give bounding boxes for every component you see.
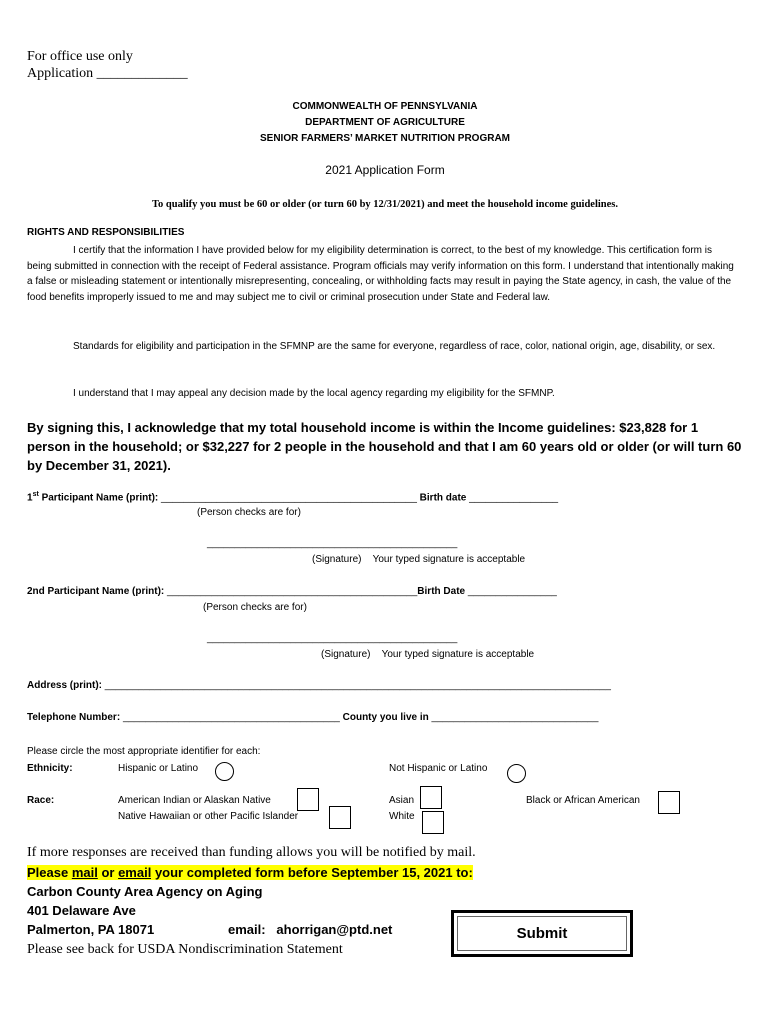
participant2-signature-caption: (Signature) (321, 649, 371, 660)
participant1-number: 1 (27, 492, 33, 504)
telephone-label: Telephone Number: (27, 712, 123, 723)
agency-email (228, 922, 392, 937)
nondiscrimination-note: Please see back for USDA Nondiscrimination Statement (27, 942, 343, 957)
application-number-field: Application _____________ (27, 66, 188, 81)
ethnicity-hispanic-circle[interactable] (215, 762, 234, 781)
county-input[interactable]: ______________________________ (431, 712, 599, 723)
rights-paragraph-2: Standards for eligibility and participation in the SFMNP are the same for everyone, regardless of race, color, national origin, age, disability, or sex. (73, 341, 716, 352)
participant1-typed-note: Your typed signature is acceptable (372, 554, 526, 565)
ethnicity-not-hispanic-label: Not Hispanic or Latino (389, 763, 488, 774)
ethnicity-not-hispanic-circle[interactable] (507, 764, 526, 783)
county-label: County you live in (342, 712, 432, 723)
participant1-name-label: Participant Name (print): (38, 492, 162, 504)
identifier-instruction: Please circle the most appropriate identifier for each: (27, 746, 261, 757)
participant2-signature-label (321, 649, 534, 660)
form-title: 2021 Application Form (325, 163, 445, 177)
address-label: Address (print): (27, 680, 105, 691)
rights-heading: RIGHTS AND RESPONSIBILITIES (27, 227, 185, 238)
header-department: DEPARTMENT OF AGRICULTURE (305, 117, 465, 128)
race-black-label: Black or African American (526, 795, 640, 806)
participant1-signature-label (312, 554, 525, 565)
race-american-indian-label: American Indian or Alaskan Native (118, 795, 271, 806)
participant1-ordinal: st (32, 491, 39, 498)
telephone-row (27, 712, 598, 723)
email-label: email: (228, 922, 266, 937)
participant1-name-row (27, 491, 558, 503)
participant2-birth-label: Birth Date (417, 586, 466, 597)
instruction-deadline: your completed form before September 15, 2021 to: (151, 865, 473, 880)
address-row (27, 680, 611, 691)
ethnicity-hispanic-label: Hispanic or Latino (118, 763, 199, 774)
race-native-hawaiian-checkbox[interactable] (329, 806, 351, 829)
agency-street: 401 Delaware Ave (27, 903, 136, 918)
race-american-indian-checkbox[interactable] (297, 788, 319, 811)
participant1-signature-caption: (Signature) (312, 554, 362, 565)
race-asian-label: Asian (389, 795, 415, 806)
qualify-note: To qualify you must be 60 or older (or turn 60 by 12/31/2021) and meet the household income guidelines. (151, 199, 619, 210)
rights-paragraph-1: I certify that the information I have provided below for my eligibility determination is correct, to the best of my knowledge. This certification form is being submitted in connection with the receipt of Federal assistance. Program officials may verify information on this form. I understand that intentionally making a false or misleading statement or intentionally misrepresenting, concealing, or withholding facts may result in paying the State agency, in cash, the value of the food benefits improperly issued to me and may subject me to civil or criminal prosecution under State and Federal law. (27, 245, 734, 303)
address-input[interactable]: ___________________________________________________________________________________________ (104, 680, 611, 691)
participant1-name-input[interactable]: ______________________________________________ (161, 492, 417, 504)
responses-note: If more responses are received than funding allows you will be notified by mail. (27, 845, 476, 860)
participant2-signature-input[interactable]: _____________________________________________ (207, 633, 458, 644)
participant2-name-input[interactable]: _____________________________________________ (167, 586, 418, 597)
email-address: ahorrigan@ptd.net (276, 922, 393, 937)
race-native-hawaiian-label: Native Hawaiian or other Pacific Islander (118, 811, 299, 822)
participant2-person-checks: (Person checks are for) (203, 602, 307, 613)
participant1-signature-input[interactable]: _____________________________________________ (207, 538, 458, 549)
header-commonwealth: COMMONWEALTH OF PENNSYLVANIA (292, 101, 478, 112)
race-white-label: White (389, 811, 415, 822)
telephone-input[interactable]: _______________________________________ (122, 712, 340, 723)
ethnicity-label: Ethnicity: (27, 763, 73, 774)
agency-name: Carbon County Area Agency on Aging (27, 884, 263, 899)
instruction-or: or (97, 865, 119, 880)
participant1-birth-label: Birth date (419, 492, 467, 504)
header-program: SENIOR FARMERS’ MARKET NUTRITION PROGRAM (259, 133, 510, 144)
submit-button-label: Submit (457, 916, 627, 951)
rights-paragraph-3: I understand that I may appeal any decision made by the local agency regarding my eligibility for the SFMNP. (73, 388, 555, 399)
submission-instruction (27, 865, 473, 880)
income-acknowledgement: By signing this, I acknowledge that my total household income is within the Income guidelines: $23,828 for 1 person in the household; or $32,227 for 2 people in the household and that I am 60 years old or older (or will turn 60 by December 31, 2021). (27, 420, 742, 473)
race-label: Race: (27, 795, 55, 806)
participant2-name-row (27, 586, 557, 597)
submit-button[interactable] (451, 910, 633, 957)
race-black-checkbox[interactable] (658, 791, 680, 814)
participant2-typed-note: Your typed signature is acceptable (381, 649, 535, 660)
race-asian-checkbox[interactable] (420, 786, 442, 809)
email-option: email (118, 865, 152, 880)
participant1-birth-input[interactable]: ________________ (466, 492, 559, 504)
mail-option: mail (71, 865, 98, 880)
participant2-name-label: 2nd Participant Name (print): (27, 586, 168, 597)
office-use-label: For office use only (27, 49, 133, 64)
race-white-checkbox[interactable] (422, 811, 444, 834)
participant1-person-checks: (Person checks are for) (197, 507, 301, 518)
agency-city: Palmerton, PA 18071 (27, 922, 155, 937)
participant2-birth-input[interactable]: ________________ (465, 586, 557, 597)
instruction-please: Please (27, 865, 72, 880)
